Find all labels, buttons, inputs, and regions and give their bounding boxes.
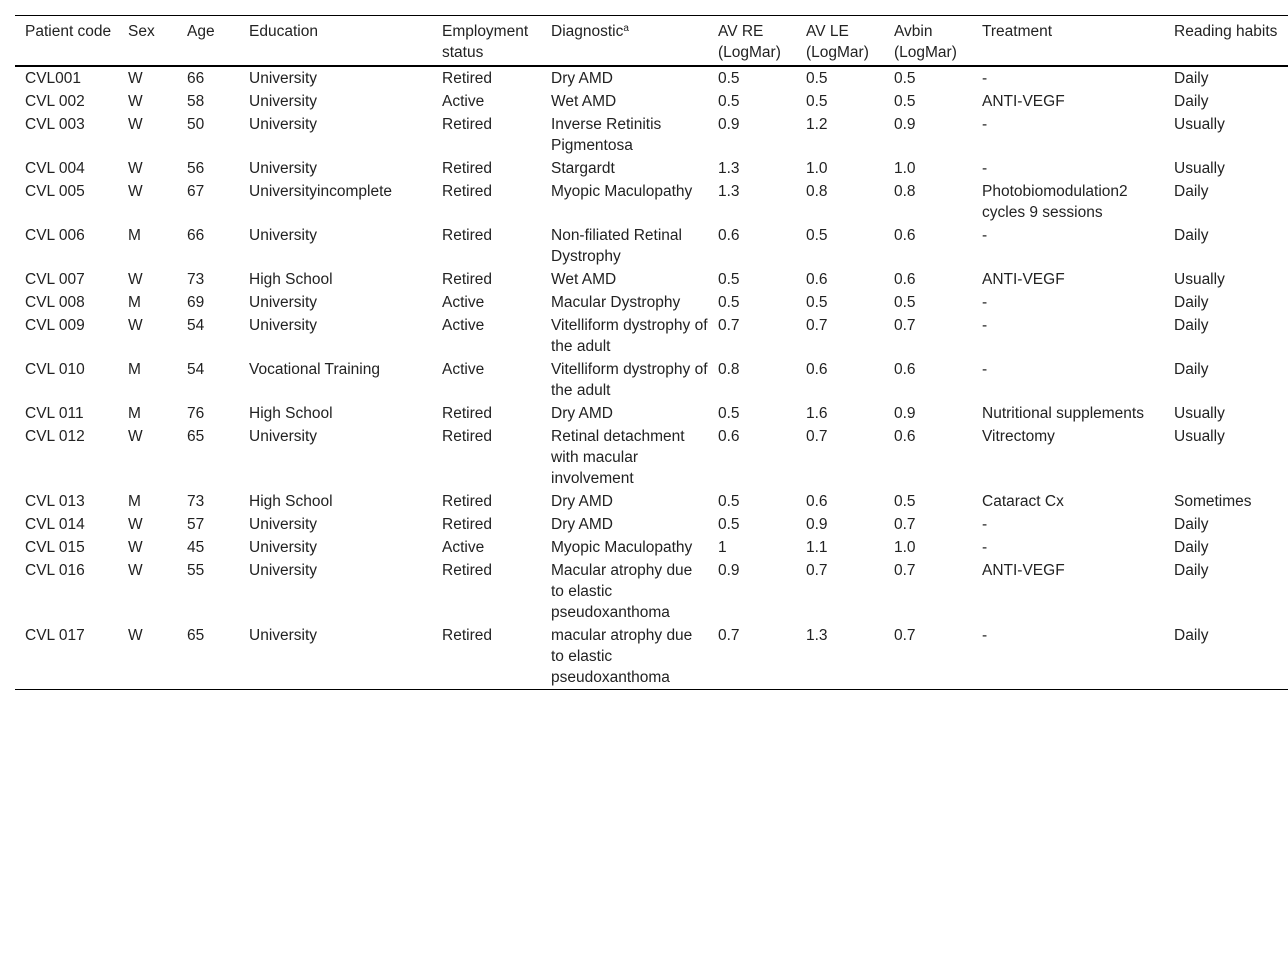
age-cell: 58 (187, 93, 205, 110)
education-cell: University (249, 516, 318, 533)
reading-habits-cell: Daily (1174, 227, 1209, 244)
reading-habits-cell: Usually (1174, 428, 1225, 445)
av-re-cell: 1 (718, 539, 727, 556)
age-cell: 76 (187, 405, 205, 422)
header-avbin: Avbin (LogMar) (894, 23, 957, 61)
av-re-cell: 0.9 (718, 116, 740, 133)
age-cell: 45 (187, 539, 205, 556)
education-cell: University (249, 562, 318, 579)
age-cell: 66 (187, 227, 205, 244)
avbin-cell: 0.7 (894, 516, 916, 533)
employment-status-cell: Retired (442, 562, 492, 579)
education-cell: High School (249, 405, 333, 422)
patient-code-cell: CVL 006 (25, 227, 85, 244)
header-reading-habits: Reading habits (1174, 23, 1278, 40)
avbin-cell: 0.6 (894, 361, 916, 378)
treatment-cell: ANTI-VEGF (982, 93, 1065, 110)
avbin-cell: 0.6 (894, 227, 916, 244)
treatment-cell: - (982, 116, 988, 133)
patient-code-cell: CVL 005 (25, 183, 85, 200)
avbin-cell: 0.5 (894, 294, 916, 311)
reading-habits-cell: Daily (1174, 183, 1209, 200)
sex-cell: W (128, 271, 143, 288)
avbin-cell: 1.0 (894, 160, 916, 177)
age-cell: 73 (187, 493, 205, 510)
av-le-cell: 1.6 (806, 405, 828, 422)
diagnostic-cell: Dry AMD (551, 516, 613, 533)
patient-code-cell: CVL 003 (25, 116, 85, 133)
table-row (15, 268, 1288, 291)
avbin-cell: 0.5 (894, 493, 916, 510)
employment-status-cell: Retired (442, 70, 492, 87)
av-le-cell: 0.6 (806, 361, 828, 378)
employment-status-cell: Active (442, 93, 485, 110)
employment-status-cell: Retired (442, 627, 492, 644)
patient-code-cell: CVL 016 (25, 562, 85, 579)
av-re-cell: 0.9 (718, 562, 740, 579)
education-cell: University (249, 428, 318, 445)
diagnostic-cell: Non-filiated Retinal Dystrophy (551, 227, 682, 265)
education-cell: University (249, 116, 318, 133)
education-cell: University (249, 294, 318, 311)
table-row (15, 559, 1288, 624)
table-row (15, 113, 1288, 157)
diagnostic-cell: Vitelliform dystrophy of the adult (551, 317, 708, 355)
reading-habits-cell: Daily (1174, 317, 1209, 334)
av-le-cell: 0.5 (806, 93, 828, 110)
av-re-cell: 1.3 (718, 160, 740, 177)
header-age: Age (187, 23, 215, 40)
diagnostic-cell: Inverse Retinitis Pigmentosa (551, 116, 662, 154)
treatment-cell: - (982, 227, 988, 244)
reading-habits-cell: Usually (1174, 160, 1225, 177)
treatment-cell: Vitrectomy (982, 428, 1055, 445)
av-le-cell: 0.7 (806, 562, 828, 579)
reading-habits-cell: Usually (1174, 405, 1225, 422)
employment-status-cell: Retired (442, 227, 492, 244)
patient-code-cell: CVL 015 (25, 539, 85, 556)
sex-cell: W (128, 516, 143, 533)
table-body (15, 66, 1288, 690)
patient-code-cell: CVL 010 (25, 361, 85, 378)
diagnostic-cell: Dry AMD (551, 405, 613, 422)
av-re-cell: 0.6 (718, 227, 740, 244)
treatment-cell: - (982, 160, 988, 177)
header-diagnostic-footnote: a (623, 23, 629, 34)
av-le-cell: 0.6 (806, 271, 828, 288)
employment-status-cell: Active (442, 317, 485, 334)
table-row (15, 425, 1288, 490)
patient-code-cell: CVL 002 (25, 93, 85, 110)
av-le-cell: 0.6 (806, 493, 828, 510)
sex-cell: M (128, 493, 141, 510)
av-le-cell: 1.0 (806, 160, 828, 177)
sex-cell: W (128, 562, 143, 579)
header-diagnostic (541, 16, 708, 67)
av-re-cell: 0.7 (718, 627, 740, 644)
education-cell: University (249, 70, 318, 87)
av-re-cell: 0.5 (718, 70, 740, 87)
table-row (15, 224, 1288, 268)
av-re-cell: 0.5 (718, 405, 740, 422)
education-cell: University (249, 93, 318, 110)
treatment-cell: - (982, 627, 988, 644)
av-le-cell: 1.2 (806, 116, 828, 133)
table-row (15, 66, 1288, 90)
patient-code-cell: CVL 017 (25, 627, 85, 644)
table-row (15, 314, 1288, 358)
header-treatment: Treatment (982, 23, 1053, 40)
avbin-cell: 0.7 (894, 562, 916, 579)
treatment-cell: Nutritional supplements (982, 405, 1144, 422)
treatment-cell: - (982, 539, 988, 556)
reading-habits-cell: Daily (1174, 70, 1209, 87)
education-cell: University (249, 160, 318, 177)
diagnostic-cell: Wet AMD (551, 93, 617, 110)
av-le-cell: 0.8 (806, 183, 828, 200)
age-cell: 56 (187, 160, 205, 177)
table-row (15, 157, 1288, 180)
reading-habits-cell: Daily (1174, 562, 1209, 579)
age-cell: 73 (187, 271, 205, 288)
table-header (15, 16, 1288, 67)
avbin-cell: 0.9 (894, 405, 916, 422)
sex-cell: W (128, 627, 143, 644)
reading-habits-cell: Daily (1174, 539, 1209, 556)
sex-cell: W (128, 317, 143, 334)
av-re-cell: 0.5 (718, 516, 740, 533)
av-le-cell: 0.5 (806, 70, 828, 87)
sex-cell: W (128, 93, 143, 110)
av-le-cell: 0.5 (806, 294, 828, 311)
education-cell: University (249, 317, 318, 334)
employment-status-cell: Active (442, 361, 485, 378)
avbin-cell: 1.0 (894, 539, 916, 556)
employment-status-cell: Retired (442, 183, 492, 200)
header-av-re: AV RE (LogMar) (718, 23, 781, 61)
patient-code-cell: CVL 004 (25, 160, 85, 177)
sex-cell: W (128, 428, 143, 445)
header-patient-code: Patient code (25, 23, 112, 40)
treatment-cell: - (982, 361, 988, 378)
header-diagnostic-label: Diagnostic (551, 23, 624, 40)
table-row (15, 490, 1288, 513)
patient-code-cell: CVL 013 (25, 493, 85, 510)
av-re-cell: 0.5 (718, 271, 740, 288)
education-cell: University (249, 539, 318, 556)
avbin-cell: 0.5 (894, 70, 916, 87)
employment-status-cell: Retired (442, 116, 492, 133)
education-cell: Universityincomplete (249, 183, 392, 200)
av-le-cell: 0.7 (806, 428, 828, 445)
diagnostic-cell: Myopic Maculopathy (551, 183, 693, 200)
reading-habits-cell: Daily (1174, 93, 1209, 110)
age-cell: 67 (187, 183, 205, 200)
education-cell: High School (249, 493, 333, 510)
av-re-cell: 0.5 (718, 493, 740, 510)
patient-code-cell: CVL 007 (25, 271, 85, 288)
av-le-cell: 0.7 (806, 317, 828, 334)
employment-status-cell: Active (442, 294, 485, 311)
age-cell: 54 (187, 317, 205, 334)
sex-cell: W (128, 116, 143, 133)
education-cell: Vocational Training (249, 361, 380, 378)
av-le-cell: 0.9 (806, 516, 828, 533)
age-cell: 50 (187, 116, 205, 133)
diagnostic-cell: Dry AMD (551, 493, 613, 510)
table-row (15, 358, 1288, 402)
av-re-cell: 0.5 (718, 294, 740, 311)
sex-cell: W (128, 160, 143, 177)
employment-status-cell: Retired (442, 516, 492, 533)
sex-cell: W (128, 183, 143, 200)
patient-code-cell: CVL 014 (25, 516, 85, 533)
avbin-cell: 0.7 (894, 627, 916, 644)
diagnostic-cell: Vitelliform dystrophy of the adult (551, 361, 708, 399)
table-row (15, 513, 1288, 536)
header-employment-status: Employment status (442, 23, 529, 61)
reading-habits-cell: Daily (1174, 516, 1209, 533)
av-le-cell: 0.5 (806, 227, 828, 244)
table-row (15, 90, 1288, 113)
header-av-le: AV LE (LogMar) (806, 23, 869, 61)
avbin-cell: 0.9 (894, 116, 916, 133)
av-re-cell: 1.3 (718, 183, 740, 200)
diagnostic-cell: Wet AMD (551, 271, 617, 288)
treatment-cell: - (982, 516, 988, 533)
av-re-cell: 0.7 (718, 317, 740, 334)
av-re-cell: 0.6 (718, 428, 740, 445)
av-re-cell: 0.8 (718, 361, 740, 378)
reading-habits-cell: Daily (1174, 361, 1209, 378)
patients-table (15, 15, 1288, 690)
treatment-cell: - (982, 317, 988, 334)
reading-habits-cell: Sometimes (1174, 493, 1252, 510)
av-le-cell: 1.1 (806, 539, 828, 556)
age-cell: 65 (187, 428, 205, 445)
patient-code-cell: CVL 009 (25, 317, 85, 334)
age-cell: 54 (187, 361, 205, 378)
sex-cell: W (128, 539, 143, 556)
patient-code-cell: CVL 012 (25, 428, 85, 445)
age-cell: 69 (187, 294, 205, 311)
employment-status-cell: Retired (442, 271, 492, 288)
reading-habits-cell: Usually (1174, 116, 1225, 133)
sex-cell: M (128, 294, 141, 311)
treatment-cell: - (982, 294, 988, 311)
education-cell: High School (249, 271, 333, 288)
treatment-cell: Cataract Cx (982, 493, 1064, 510)
employment-status-cell: Retired (442, 428, 492, 445)
education-cell: University (249, 627, 318, 644)
diagnostic-cell: macular atrophy due to elastic pseudoxanthoma (551, 627, 693, 686)
sex-cell: W (128, 70, 143, 87)
avbin-cell: 0.7 (894, 317, 916, 334)
diagnostic-cell: Retinal detachment with macular involvement (551, 428, 685, 487)
employment-status-cell: Retired (442, 493, 492, 510)
header-row (15, 16, 1288, 67)
header-sex: Sex (128, 23, 155, 40)
diagnostic-cell: Macular atrophy due to elastic pseudoxanthoma (551, 562, 693, 621)
patient-code-cell: CVL 011 (25, 405, 84, 422)
av-le-cell: 1.3 (806, 627, 828, 644)
age-cell: 55 (187, 562, 205, 579)
sex-cell: M (128, 227, 141, 244)
age-cell: 66 (187, 70, 205, 87)
diagnostic-cell: Macular Dystrophy (551, 294, 681, 311)
treatment-cell: Photobiomodulation2 cycles 9 sessions (982, 183, 1128, 221)
reading-habits-cell: Daily (1174, 627, 1209, 644)
av-re-cell: 0.5 (718, 93, 740, 110)
employment-status-cell: Active (442, 539, 485, 556)
education-cell: University (249, 227, 318, 244)
avbin-cell: 0.6 (894, 271, 916, 288)
employment-status-cell: Retired (442, 160, 492, 177)
patient-code-cell: CVL001 (25, 70, 82, 87)
reading-habits-cell: Usually (1174, 271, 1225, 288)
reading-habits-cell: Daily (1174, 294, 1209, 311)
avbin-cell: 0.5 (894, 93, 916, 110)
diagnostic-cell: Dry AMD (551, 70, 613, 87)
treatment-cell: - (982, 70, 988, 87)
diagnostic-cell: Myopic Maculopathy (551, 539, 693, 556)
sex-cell: M (128, 361, 141, 378)
avbin-cell: 0.8 (894, 183, 916, 200)
employment-status-cell: Retired (442, 405, 492, 422)
treatment-cell: ANTI-VEGF (982, 562, 1065, 579)
patient-code-cell: CVL 008 (25, 294, 85, 311)
age-cell: 57 (187, 516, 205, 533)
treatment-cell: ANTI-VEGF (982, 271, 1065, 288)
patients-table-container (15, 15, 1288, 690)
table-row (15, 536, 1288, 559)
avbin-cell: 0.6 (894, 428, 916, 445)
table-row (15, 180, 1288, 224)
diagnostic-cell: Stargardt (551, 160, 615, 177)
table-row (15, 624, 1288, 690)
table-row (15, 402, 1288, 425)
sex-cell: M (128, 405, 141, 422)
header-education: Education (249, 23, 318, 40)
table-row (15, 291, 1288, 314)
age-cell: 65 (187, 627, 205, 644)
